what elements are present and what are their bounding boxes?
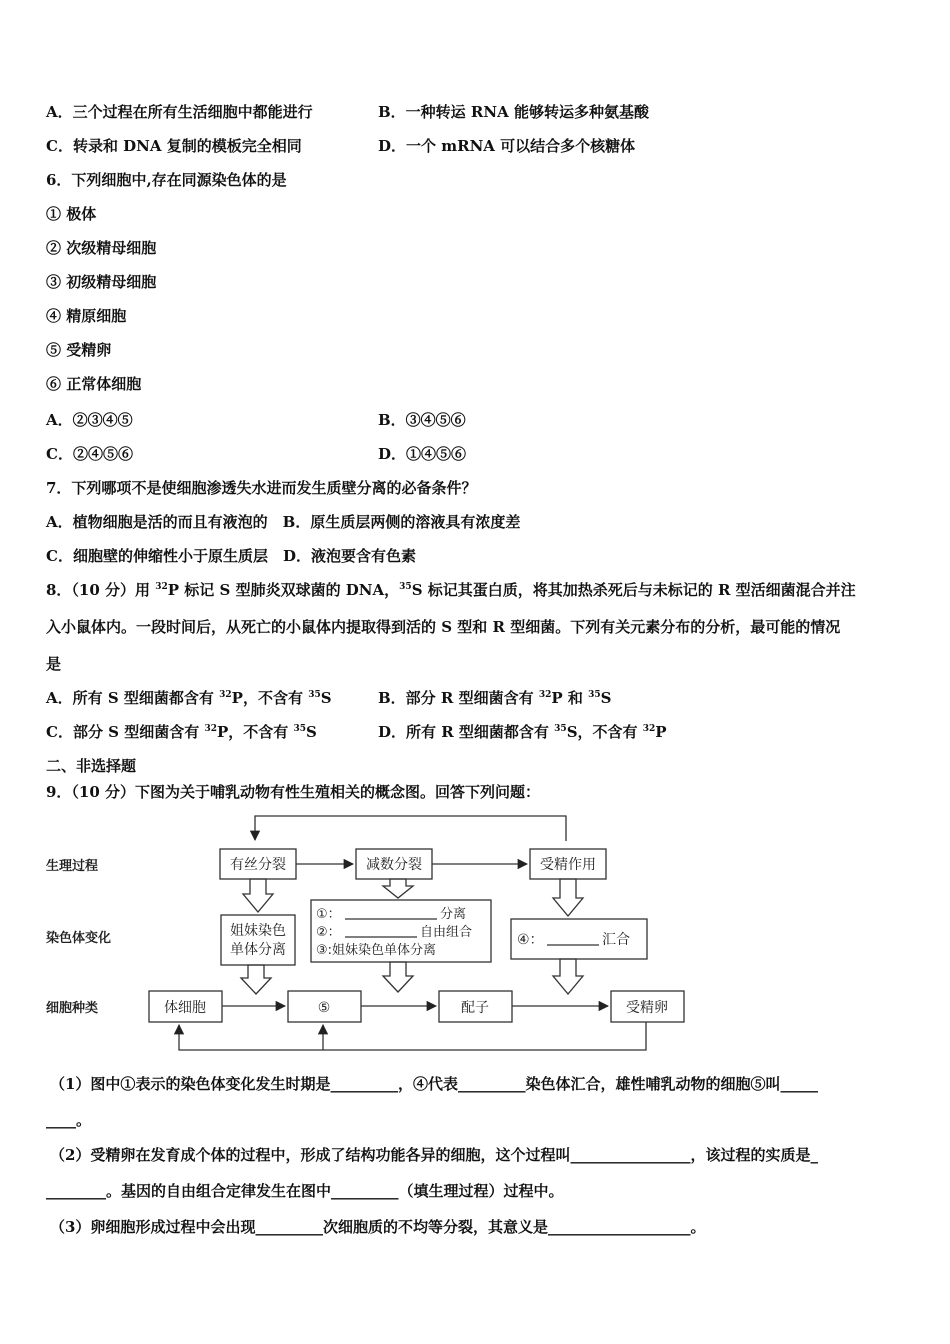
gamete-label: 配子 bbox=[461, 1000, 489, 1016]
concept-diagram bbox=[40, 808, 700, 1058]
isotope-superscript: 35 bbox=[293, 724, 307, 734]
q7-stem: 7．下列哪项不是使细胞渗透失水进而发生质壁分离的必备条件？ bbox=[46, 479, 477, 497]
option-text: P bbox=[655, 723, 667, 741]
sister-label: 姐妹染色 bbox=[230, 923, 286, 939]
q6-option-b: B．③④⑤⑥ bbox=[378, 411, 466, 429]
option-text: A．所有 S 型细菌都含有 bbox=[46, 689, 220, 707]
q8-option-d bbox=[378, 722, 667, 742]
isotope-superscript: 32 bbox=[204, 724, 217, 734]
q6-item: ④ 精原细胞 bbox=[46, 307, 127, 325]
feedback-arrow bbox=[255, 816, 566, 841]
q5-option-b: B．一种转运 RNA 能够转运多种氨基酸 bbox=[378, 103, 649, 121]
option-text: D．所有 R 型细菌都含有 bbox=[378, 723, 555, 741]
isotope-superscript: 32 bbox=[219, 690, 232, 700]
section-heading: 二、非选择题 bbox=[46, 757, 137, 775]
isotope-superscript: 35 bbox=[399, 582, 412, 592]
fertilization-label: 受精作用 bbox=[540, 857, 596, 873]
meiosis-change-label: ②： bbox=[316, 925, 341, 940]
sister-label: 单体分离 bbox=[230, 942, 286, 958]
down-arrow bbox=[553, 879, 583, 916]
isotope-superscript: 35 bbox=[588, 690, 601, 700]
down-arrow bbox=[383, 962, 413, 992]
fertilization-change-label: ④： bbox=[517, 932, 544, 948]
q6-option-d: D．①④⑤⑥ bbox=[378, 445, 467, 463]
isotope-superscript: 32 bbox=[155, 582, 168, 592]
q6-item: ① 极体 bbox=[46, 205, 97, 223]
q6-item: ③ 初级精母细胞 bbox=[46, 273, 157, 291]
option-text: C．部分 S 型细菌含有 bbox=[46, 723, 205, 741]
meiosis-change-label: ①： bbox=[316, 907, 341, 922]
option-text: B．部分 R 型细菌含有 bbox=[378, 689, 539, 707]
q8-stem-line1 bbox=[46, 580, 856, 600]
q9-part3: （3）卵细胞形成过程中会出现_________次细胞质的不均等分裂，其意义是___________________。 bbox=[50, 1218, 706, 1236]
zygote-label: 受精卵 bbox=[626, 1000, 668, 1016]
q6-option-a: A．②③④⑤ bbox=[46, 411, 133, 429]
q7-options-cd: C．细胞壁的伸缩性小于原生质层 D．液泡要含有色素 bbox=[46, 547, 416, 565]
q8-text: P 标记 S 型肺炎双球菌的 DNA， bbox=[167, 581, 400, 599]
q9-stem: 9．（10 分）下图为关于哺乳动物有性生殖相关的概念图。回答下列问题： bbox=[46, 783, 541, 801]
q5-option-c: C．转录和 DNA 复制的模板完全相同 bbox=[46, 137, 302, 155]
option-text: P 和 bbox=[551, 689, 589, 707]
mitosis-label: 有丝分裂 bbox=[230, 857, 286, 873]
q5-option-a: A．三个过程在所有生活细胞中都能进行 bbox=[46, 103, 313, 121]
q8-stem-line3: 是 bbox=[46, 655, 62, 673]
row-label: 生理过程 bbox=[46, 859, 99, 874]
cell-five-label: ⑤ bbox=[317, 1000, 331, 1016]
q6-stem: 6．下列细胞中,存在同源染色体的是 bbox=[46, 171, 287, 189]
q6-item: ⑤ 受精卵 bbox=[46, 341, 112, 359]
q9-part2-line2: ________。基因的自由组合定律发生在图中_________（填生理过程）过程中。 bbox=[46, 1182, 564, 1200]
option-text: S，不含有 bbox=[566, 723, 643, 741]
feedback-arrow bbox=[179, 1022, 646, 1050]
isotope-superscript: 32 bbox=[538, 690, 552, 700]
down-arrow bbox=[383, 879, 413, 898]
meiosis-change-label: 自由组合 bbox=[420, 925, 473, 940]
q5-option-d: D．一个 mRNA 可以结合多个核糖体 bbox=[378, 137, 636, 155]
q8-text: S 标记其蛋白质，将其加热杀死后与未标记的 R 型活细菌混合并注 bbox=[411, 581, 856, 599]
option-text: S bbox=[306, 723, 317, 741]
q8-option-b bbox=[378, 688, 611, 708]
row-label: 细胞种类 bbox=[46, 1001, 99, 1016]
q9-part2-line1: （2）受精卵在发育成个体的过程中，形成了结构功能各异的细胞，这个过程叫________________，该过程的实质是_ bbox=[50, 1146, 818, 1164]
isotope-superscript: 35 bbox=[554, 724, 567, 734]
q8-option-a bbox=[46, 688, 332, 708]
q6-item: ② 次级精母细胞 bbox=[46, 239, 157, 257]
option-text: S bbox=[600, 689, 612, 707]
q6-item: ⑥ 正常体细胞 bbox=[46, 375, 142, 393]
q8-stem-line2: 入小鼠体内。一段时间后，从死亡的小鼠体内提取得到活的 S 型和 R 型细菌。下列有关元素分布的分析，最可能的情况 bbox=[46, 618, 841, 636]
q8-text: 8．（10 分）用 bbox=[46, 581, 156, 599]
q7-options-ab: A．植物细胞是活的而且有液泡的 B．原生质层两侧的溶液具有浓度差 bbox=[46, 513, 521, 531]
q6-option-c: C．②④⑤⑥ bbox=[46, 445, 133, 463]
down-arrow bbox=[241, 965, 271, 994]
option-text: P，不含有 bbox=[216, 723, 294, 741]
q8-option-c bbox=[46, 722, 317, 742]
meiosis-change-label: 分离 bbox=[440, 907, 467, 922]
row-label: 染色体变化 bbox=[46, 931, 112, 946]
option-text: P，不含有 bbox=[231, 689, 309, 707]
isotope-superscript: 32 bbox=[642, 724, 656, 734]
q9-part1-line2: ____。 bbox=[46, 1111, 92, 1129]
option-text: S bbox=[320, 689, 332, 707]
q9-part1-line1: （1）图中①表示的染色体变化发生时期是_________，④代表_________染色体汇合，雄性哺乳动物的细胞⑤叫_____ bbox=[50, 1075, 818, 1093]
down-arrow bbox=[243, 879, 273, 912]
down-arrow bbox=[553, 959, 583, 994]
soma-label: 体细胞 bbox=[164, 1000, 206, 1016]
fertilization-change-label: 汇合 bbox=[602, 932, 630, 948]
meiosis-label: 减数分裂 bbox=[366, 857, 422, 873]
meiosis-change-label: ③:姐妹染色单体分离 bbox=[316, 943, 437, 958]
isotope-superscript: 35 bbox=[308, 690, 321, 700]
